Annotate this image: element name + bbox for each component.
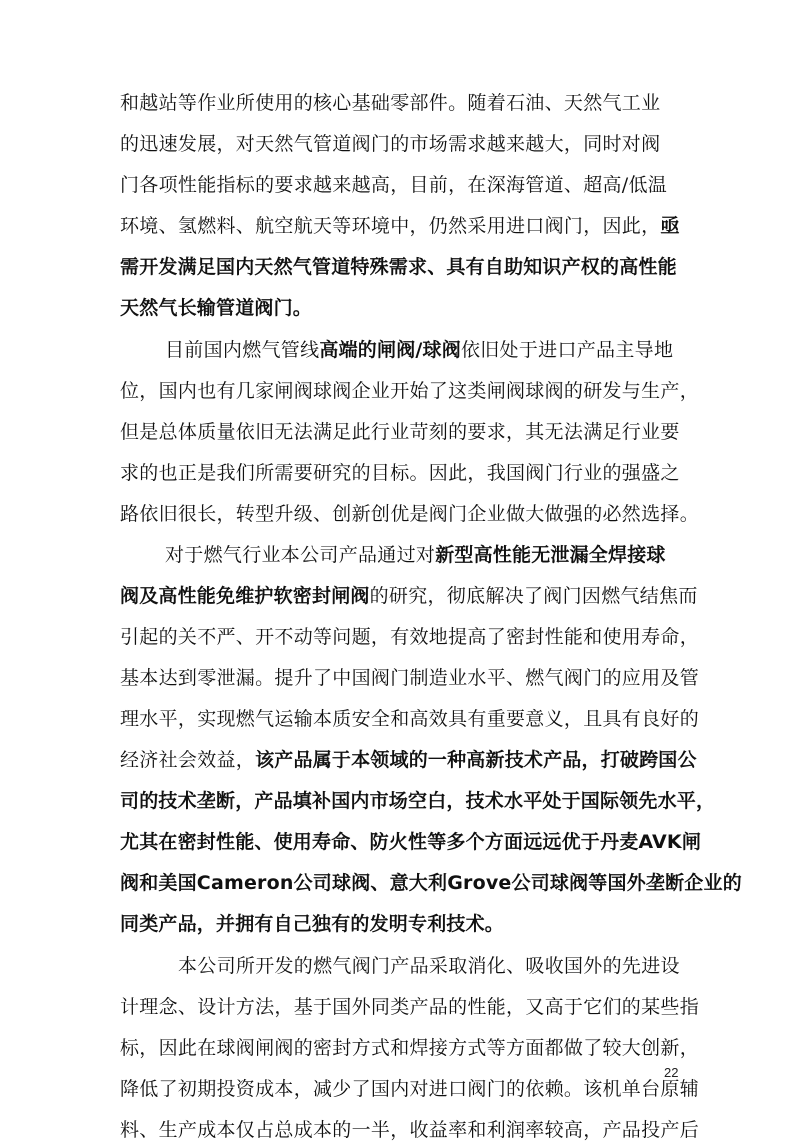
text-line	[120, 992, 699, 1022]
text-line	[120, 1074, 699, 1104]
text-line	[165, 540, 666, 570]
text-line	[120, 499, 699, 529]
text-line-bold	[120, 786, 715, 816]
text-line	[120, 129, 660, 159]
text-line	[120, 622, 699, 652]
text-line-bold	[120, 293, 312, 323]
text-run: 降低了初期投资成本，减少了国内对进口阀门的依赖。该机单台原辅	[120, 1078, 700, 1100]
text-run: 经济社会效益，	[120, 749, 256, 771]
text-line	[178, 951, 680, 981]
text-run-bold: 天然气长输管道阀门。	[120, 297, 313, 319]
text-line	[120, 458, 680, 488]
text-line-bold	[120, 909, 504, 939]
text-run-bold: 需开发满足国内天然气管道特殊需求、具有自助知识产权的高性能	[120, 256, 677, 278]
text-run-bold: 高端的闸阀/球阀	[319, 339, 461, 361]
text-run: 的迅速发展，对天然气管道阀门的市场需求越来越大，同时对阀	[120, 133, 661, 155]
text-run: 本公司所开发的燃气阀门产品采取消化、吸收国外的先进设	[178, 955, 680, 977]
text-line-bold	[120, 827, 701, 857]
text-line-bold	[120, 252, 677, 282]
text-run: 门各项性能指标的要求越来越高，目前，在深海管道、超高/低温	[120, 174, 668, 196]
text-run-bold: 阀及高性能免维护软密封闸阀	[120, 585, 370, 607]
text-line	[120, 581, 698, 611]
text-run: 计理念、设计方法，基于国外同类产品的性能，又高于它们的某些指	[120, 996, 700, 1018]
text-run: 目前国内燃气管线	[165, 339, 320, 361]
text-run: 引起的关不严、开不动等问题，有效地提高了密封性能和使用寿命，	[120, 626, 700, 648]
text-line	[120, 1115, 699, 1145]
text-run: 对于燃气行业本公司产品通过对	[165, 544, 436, 566]
text-run: 标，因此在球阀闸阀的密封方式和焊接方式等方面都做了较大创新，	[120, 1037, 700, 1059]
text-run: 理水平，实现燃气运输本质安全和高效具有重要意义，且具有良好的	[120, 708, 700, 730]
text-run: 求的也正是我们所需要研究的目标。因此，我国阀门行业的强盛之	[120, 462, 680, 484]
text-line	[120, 417, 680, 447]
text-run: 位，国内也有几家闸阀球阀企业开始了这类闸阀球阀的研发与生产，	[120, 380, 700, 402]
text-line-bold	[120, 868, 742, 898]
text-line	[120, 704, 699, 734]
text-line	[120, 376, 699, 406]
text-line	[120, 88, 660, 118]
text-run: 路依旧很长，转型升级、创新创优是阀门企业做大做强的必然选择。	[120, 503, 700, 525]
text-line	[120, 211, 680, 241]
text-run-bold: 司的技术垄断，产品填补国内市场空白，技术水平处于国际领先水平，	[120, 790, 716, 812]
text-run: 但是总体质量依旧无法满足此行业苛刻的要求，其无法满足行业要	[120, 421, 680, 443]
text-run-bold: 阀和美国Cameron公司球阀、意大利Grove公司球阀等国外垄断企业的	[120, 872, 742, 894]
text-line	[120, 745, 697, 775]
text-run: 环境、氢燃料、航空航天等环境中，仍然采用进口阀门，因此，	[120, 215, 661, 237]
text-run-bold: 同类产品，并拥有自己独有的发明专利技术。	[120, 913, 505, 935]
text-line	[165, 335, 673, 365]
text-run-bold: 亟	[660, 215, 680, 237]
text-line	[120, 663, 699, 693]
text-run-bold: 尤其在密封性能、使用寿命、防火性等多个方面远远优于丹麦AVK闸	[120, 831, 702, 853]
text-run: 依旧处于进口产品主导地	[460, 339, 674, 361]
text-line	[120, 170, 667, 200]
text-run: 料、生产成本仅占总成本的一半，收益率和利润率较高，产品投产后	[120, 1119, 700, 1141]
text-run: 的研究，彻底解决了阀门因燃气结焦而	[369, 585, 698, 607]
page-number: 22	[664, 1065, 679, 1080]
text-line	[120, 1033, 699, 1063]
text-run: 和越站等作业所使用的核心基础零部件。随着石油、天然气工业	[120, 92, 661, 114]
text-run-bold: 新型高性能无泄漏全焊接球	[435, 544, 666, 566]
text-run-bold: 该产品属于本领域的一种高新技术产品，打破跨国公	[255, 749, 697, 771]
text-run: 基本达到零泄漏。提升了中国阀门制造业水平、燃气阀门的应用及管	[120, 667, 700, 689]
